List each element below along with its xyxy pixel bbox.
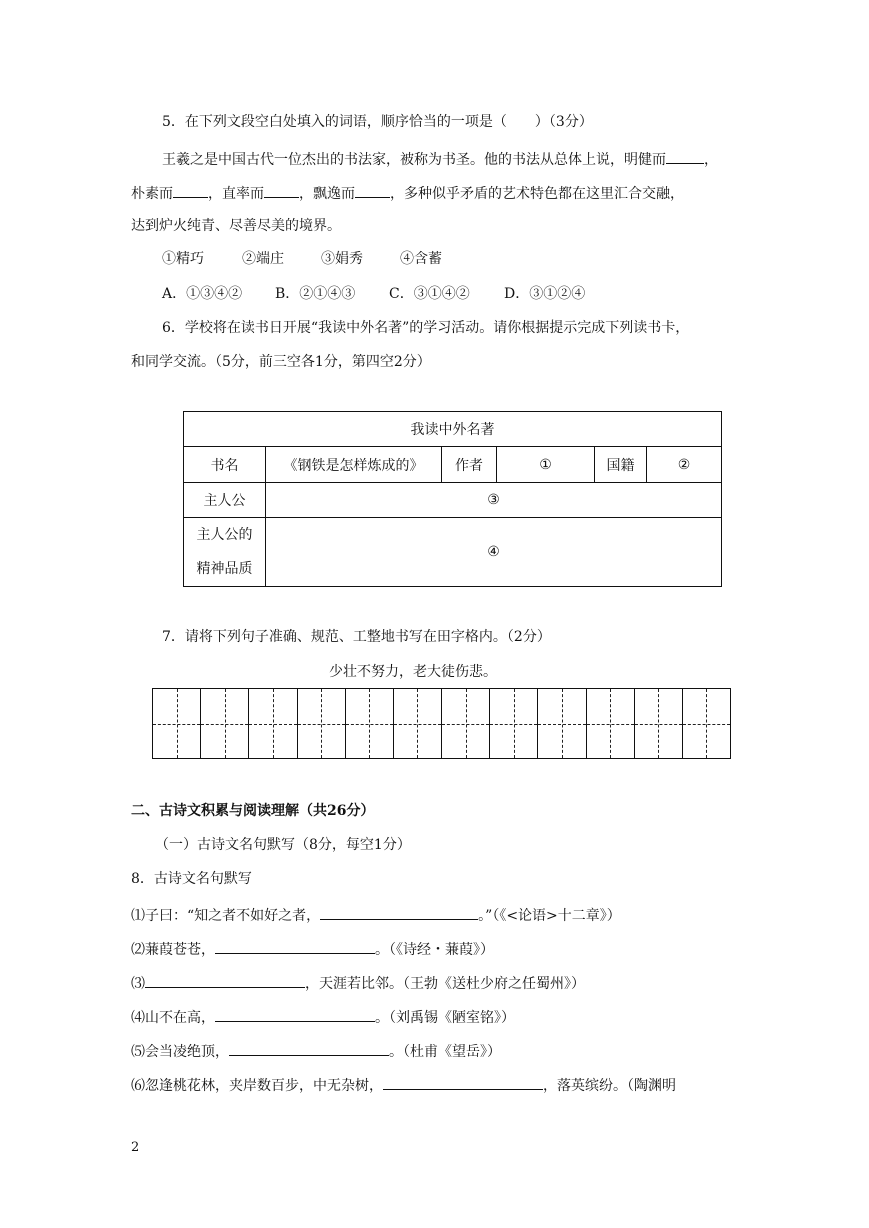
- q6-stem-line1: 6．学校将在读书日开展“我读中外名著”的学习活动。请你根据提示完成下列读书卡，: [162, 320, 690, 336]
- fill-blank[interactable]: [215, 938, 375, 954]
- grid-cell[interactable]: [683, 689, 730, 758]
- choice-item: ②端庄: [242, 251, 284, 267]
- fill-blank[interactable]: [229, 1040, 389, 1056]
- q8-stem: 8．古诗文名句默写: [131, 871, 252, 887]
- poem-item-2: ⑵蒹葭苍苍， 。（《诗经・蒹葭》）: [131, 938, 494, 960]
- poem-item-5: ⑸会当凌绝顶， 。（杜甫《望岳》）: [131, 1040, 501, 1062]
- grid-cell[interactable]: [298, 689, 346, 758]
- q7-sentence: 少壮不努力，老大徒伤悲。: [329, 664, 497, 680]
- reading-card-table: [183, 411, 722, 587]
- author-blank[interactable]: ①: [497, 447, 595, 483]
- fill-blank[interactable]: [320, 904, 478, 920]
- fill-blank[interactable]: [264, 182, 299, 198]
- nationality-label: 国籍: [595, 447, 647, 483]
- option-a[interactable]: A．①③④②: [162, 286, 243, 302]
- option-c[interactable]: C．③①④②: [389, 286, 470, 302]
- grid-cell[interactable]: [249, 689, 297, 758]
- q5-choices: [162, 249, 442, 269]
- fill-blank[interactable]: [145, 972, 305, 988]
- grid-cell[interactable]: [346, 689, 394, 758]
- author-label: 作者: [442, 447, 497, 483]
- q7-stem: 7．请将下列句子准确、规范、工整地书写在田字格内。（2分）: [162, 629, 551, 645]
- hero-blank[interactable]: ③: [266, 483, 722, 518]
- fill-blank[interactable]: [173, 182, 208, 198]
- hero-label: 主人公: [184, 483, 266, 518]
- book-value: 《钢铁是怎样炼成的》: [266, 447, 442, 483]
- book-label: 书名: [184, 447, 266, 483]
- spirit-label: 主人公的 精神品质: [184, 518, 266, 587]
- fill-blank[interactable]: [666, 148, 704, 164]
- grid-cell[interactable]: [587, 689, 635, 758]
- option-d[interactable]: D．③①②④: [504, 286, 586, 302]
- section2-subheading: （一）古诗文名句默写（8分，每空1分）: [155, 837, 411, 853]
- q6-stem-line2: 和同学交流。（5分，前三空各1分，第四空2分）: [131, 354, 431, 370]
- grid-cell[interactable]: [153, 689, 201, 758]
- poem-item-6: ⑹忽逢桃花林，夹岸数百步，中无杂树， ，落英缤纷。（陶渊明: [131, 1074, 676, 1096]
- choice-item: ①精巧: [162, 251, 204, 267]
- card-title: 我读中外名著: [184, 412, 722, 447]
- option-b[interactable]: B．②①④③: [275, 286, 356, 302]
- q5-paragraph-line1: 王羲之是中国古代一位杰出的书法家，被称为书圣。他的书法从总体上说，明健而 ，: [162, 148, 718, 170]
- q5-stem: 5．在下列文段空白处填入的词语，顺序恰当的一项是（ ）（3分）: [162, 114, 593, 130]
- poem-item-3: ⑶ ，天涯若比邻。（王勃《送杜少府之任蜀州》）: [131, 972, 585, 994]
- tianzige-grid[interactable]: [152, 688, 731, 759]
- q5-paragraph-line3: 达到炉火纯青、尽善尽美的境界。: [131, 218, 341, 234]
- fill-blank[interactable]: [383, 1074, 543, 1090]
- grid-cell[interactable]: [490, 689, 538, 758]
- spirit-blank[interactable]: ④: [266, 518, 722, 587]
- page-number: 2: [131, 1140, 140, 1155]
- q5-options: [162, 284, 585, 304]
- grid-cell[interactable]: [635, 689, 683, 758]
- poem-item-1: ⑴子曰：“知之者不如好之者， 。”（《<论语>十二章》）: [131, 904, 621, 926]
- fill-blank[interactable]: [355, 182, 390, 198]
- fill-blank[interactable]: [215, 1006, 375, 1022]
- q5-paragraph-line2: 朴素而 ，直率而 ，飘逸而 ，多种似乎矛盾的艺术特色都在这里汇合交融，: [131, 182, 684, 204]
- grid-cell[interactable]: [394, 689, 442, 758]
- section2-heading: 二、古诗文积累与阅读理解（共26分）: [131, 803, 375, 819]
- nationality-blank[interactable]: ②: [647, 447, 722, 483]
- choice-item: ④含蓄: [400, 251, 442, 267]
- grid-cell[interactable]: [538, 689, 586, 758]
- poem-item-4: ⑷山不在高， 。（刘禹锡《陋室铭》）: [131, 1006, 515, 1028]
- grid-cell[interactable]: [442, 689, 490, 758]
- grid-cell[interactable]: [201, 689, 249, 758]
- choice-item: ③娟秀: [321, 251, 363, 267]
